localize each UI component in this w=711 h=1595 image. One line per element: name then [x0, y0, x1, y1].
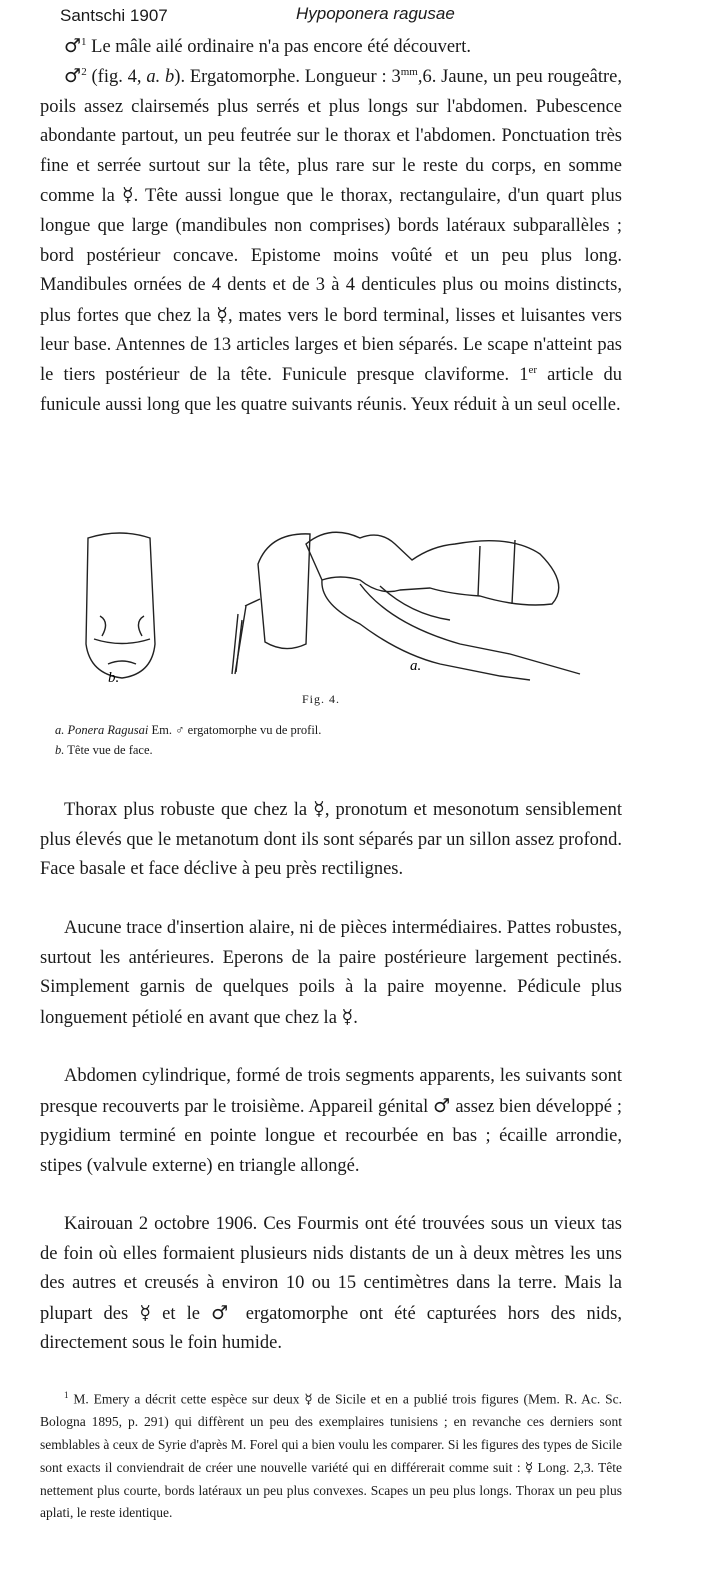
figure-caption: Fig. 4.: [302, 692, 341, 706]
footnote: [40, 1384, 622, 1525]
intro-line-1-text: Le mâle ailé ordinaire n'a pas encore été découvert.: [86, 37, 471, 57]
figure-label-b: b.: [108, 670, 120, 686]
text-run: Kairouan 2 octobre 1906. Ces Fourmis ont été trouvées sous un vieux tas de foin où elles formaient plusieurs nids distants de un à deux mètres les uns des autres et creusés à environ 10 ou 15 centimètres dans la terre. Mais la plupart des: [40, 1214, 622, 1324]
text-run: . Tête aussi longue que le thorax, rectangulaire, d'un quart plus longue que large (mandibules non comprises) bords latéraux subparallèles ; bord postérieur concave. Epistome moins voûté et un peu plus long. Mandibules ornées de 4 dents et de 3 à 4 denticules plus ou moins distincts, plus fortes que chez la: [40, 186, 622, 326]
unit-mm: mm: [400, 65, 418, 78]
worker-symbol-icon: ☿: [313, 798, 325, 820]
text-run: (fig. 4,: [86, 67, 147, 87]
text-run: ). Ergatomorphe. Longueur : 3: [174, 67, 401, 87]
male-symbol-icon: ♂: [64, 35, 82, 57]
figure-ref: a. b: [146, 67, 175, 87]
text-run: Aucune trace d'insertion alaire, ni de pièces intermédiaires. Pattes robustes, surtout les antérieures. Eperons de la paire postérieure largement pectinés. Simplement garnis de quelques poils à la paire moyenne. Pédicule plus longuement pétiolé en avant que chez la: [40, 918, 622, 1028]
paragraph-abdomen: [40, 1062, 622, 1181]
text-run: Thorax plus robuste que chez la: [64, 800, 314, 820]
text-run: assez bien développé ; pygidium terminé en pointe longue et recourbée en bas ; écaille arrondie, stipes (valvule externe) en triangle allongé.: [40, 1096, 622, 1176]
legend-text: Tête vue de face.: [64, 743, 153, 757]
text-run: article du funicule aussi long que les quatre suivants réunis. Yeux réduit à un seul ocelle.: [40, 364, 622, 415]
legend-text: Em. ♂ ergatomorphe vu de profil.: [148, 723, 322, 737]
intro-line-1: [40, 32, 622, 63]
legend-letter: b.: [55, 743, 65, 757]
text-run: M. Emery a décrit cette espèce sur deux: [68, 1391, 305, 1407]
worker-symbol-icon: ☿: [341, 1005, 354, 1028]
worker-symbol-icon: ☿: [216, 303, 228, 326]
paragraph-locality: [40, 1210, 622, 1359]
text-run: ,6. Jaune, un peu rougeâtre, poils assez clairsemés plus serrés et plus longs sur l'abdomen. Pubescence abondante partout, un peu feutrée sur le thorax et l'abdomen. Ponctuation très fine et serrée surtout sur la tête, plus rare sur le reste du corps, en somme comme la: [40, 67, 622, 207]
paragraph-thorax: [40, 795, 622, 885]
text-run: de Sicile et en a publié trois figures (Mem. R. Ac. Sc. Bologna 1895, p. 291) qui diffèrent un peu des exemplaires tunisiens ; en revanche ces derniers sont semblables à ceux de Syrie d'après M. Forel qui a bien voulu les comparer. Si les figures des types de Sicile sont exacts il conviendrait de créer une nouvelle variété qui en différerait comme suit :: [40, 1391, 623, 1475]
text-run: et le: [151, 1303, 212, 1324]
worker-symbol-icon: ☿: [304, 1391, 313, 1407]
male-symbol-icon: ♂: [64, 65, 82, 87]
worker-symbol-icon: ☿: [524, 1459, 534, 1475]
text-run: ergatomorphe ont été capturées hors des nids, directement sous le foin humide.: [40, 1303, 623, 1354]
text-run: .: [353, 1007, 358, 1028]
figure-label-a: a.: [410, 658, 422, 674]
header-author-year: Santschi 1907: [60, 6, 168, 25]
worker-symbol-icon: ☿: [121, 184, 134, 207]
intro-description: [40, 62, 622, 420]
footnote-mark: 1: [64, 1390, 69, 1400]
footnote-ref: 1: [81, 35, 87, 48]
text-run: , pronotum et mesonotum sensiblement plus élevés que le metanotum dont ils sont séparés par un sillon assez profond. Face basale et face déclive à peu près rectilignes.: [40, 800, 622, 880]
paragraph-legs: [40, 914, 622, 1033]
legend-b: [55, 740, 321, 760]
text-run: Abdomen cylindrique, formé de trois segments apparents, les suivants sont presque recouverts par le troisième. Appareil génital: [40, 1066, 622, 1117]
ant-profile-view: [232, 532, 580, 680]
male-symbol-icon: ♂: [211, 1301, 235, 1324]
head-front-view: [86, 533, 155, 678]
figure-legend: [55, 720, 321, 760]
superscript-er: er: [528, 363, 538, 376]
header-species: Hypoponera ragusae: [296, 4, 455, 23]
legend-a: [55, 720, 321, 740]
figure-4-drawing: [60, 524, 620, 714]
text-run: , mates vers le bord terminal, lisses et luisantes vers leur base. Antennes de 13 articles larges et bien séparés. Le scape n'atteint pas le tiers postérieur de la tête. Funicule presque claviforme. 1: [40, 305, 622, 385]
text-run: Long. 2,3. Tête nettement plus courte, bords latéraux un peu plus convexes. Scapes un peu plus longs. Thorax un peu plus aplati, le reste identique.: [40, 1459, 622, 1521]
superscript-2: 2: [81, 65, 87, 78]
legend-letter: a.: [55, 723, 65, 737]
worker-symbol-icon: ☿: [139, 1301, 151, 1324]
species-name: Ponera Ragusai: [67, 723, 149, 737]
male-symbol-icon: ♂: [433, 1094, 451, 1117]
